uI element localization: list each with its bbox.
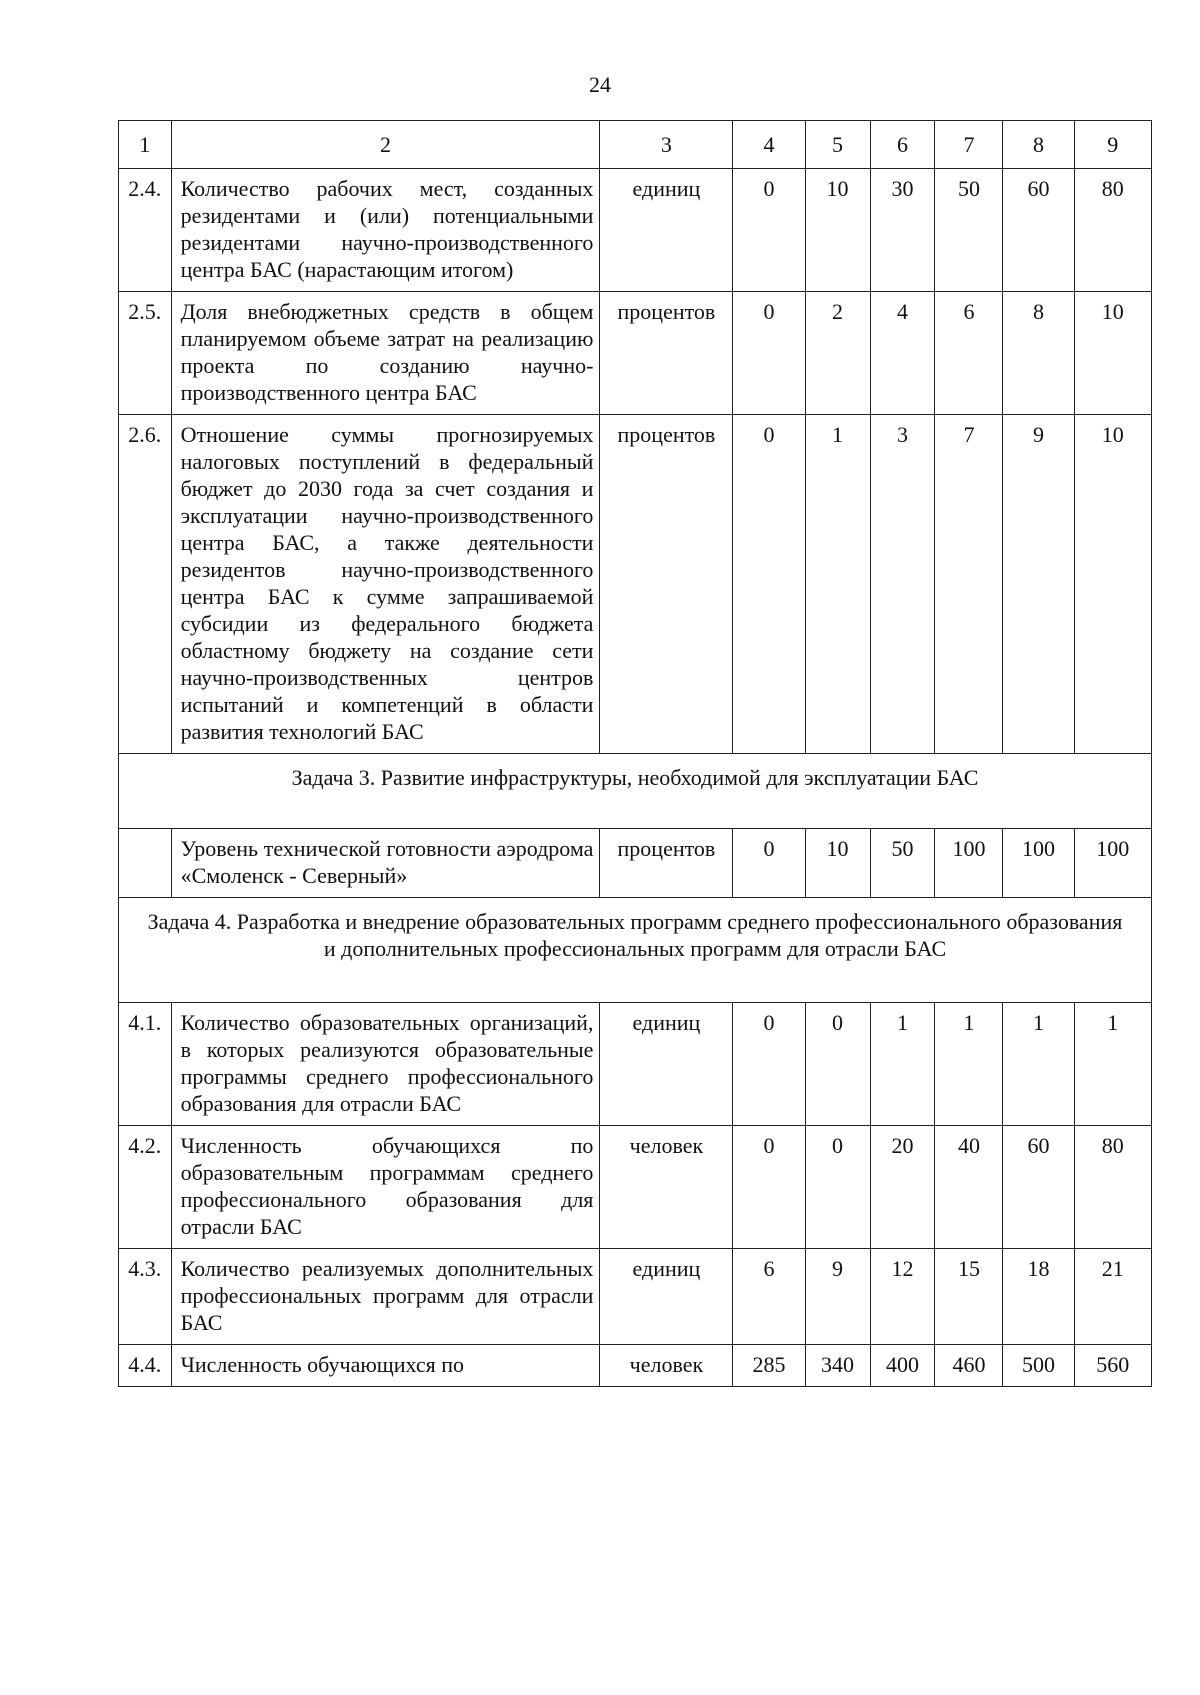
indicator-value: 500 — [1003, 1345, 1074, 1387]
page-number: 24 — [589, 72, 611, 97]
indicator-row — [119, 1126, 1152, 1249]
indicator-row — [119, 1249, 1152, 1345]
indicator-value: 1 — [870, 1003, 935, 1126]
indicator-value: 100 — [1074, 829, 1151, 898]
indicator-value: 0 — [733, 169, 805, 292]
indicator-value: 0 — [733, 829, 805, 898]
indicator-value: 80 — [1074, 169, 1151, 292]
indicator-row — [119, 292, 1152, 415]
indicators-table — [118, 120, 1152, 1387]
indicator-value: 9 — [805, 1249, 870, 1345]
indicator-value: 10 — [1074, 292, 1151, 415]
indicator-value: 3 — [870, 415, 935, 754]
indicator-value: 400 — [870, 1345, 935, 1387]
indicator-name: Количество образовательных организаций, в которых реализуются образовательные программы среднего профессионального образования для отрасли БАС — [171, 1003, 600, 1126]
indicator-row — [119, 169, 1152, 292]
indicator-value: 0 — [733, 1126, 805, 1249]
indicator-value: 0 — [733, 1003, 805, 1126]
header-cell: 6 — [870, 121, 935, 169]
indicator-value: 50 — [870, 829, 935, 898]
indicator-name: Количество рабочих мест, созданных резидентами и (или) потенциальными резидентами научно-производственного центра БАС (нарастающим итогом) — [171, 169, 600, 292]
indicator-value: 7 — [935, 415, 1003, 754]
indicator-name: Доля внебюджетных средств в общем планируемом объеме затрат на реализацию проекта по созданию научно-производственного центра БАС — [171, 292, 600, 415]
indicator-row — [119, 829, 1152, 898]
task-heading: Задача 3. Развитие инфраструктуры, необходимой для эксплуатации БАС — [119, 754, 1152, 829]
indicator-value: 6 — [935, 292, 1003, 415]
indicator-value: 50 — [935, 169, 1003, 292]
indicator-value: 60 — [1003, 1126, 1074, 1249]
table-body — [119, 121, 1152, 1387]
task-row — [119, 898, 1152, 1003]
header-cell: 3 — [600, 121, 733, 169]
header-row — [119, 121, 1152, 169]
task-row — [119, 754, 1152, 829]
indicator-value: 285 — [733, 1345, 805, 1387]
indicator-value: 10 — [1074, 415, 1151, 754]
indicator-value: 560 — [1074, 1345, 1151, 1387]
header-cell: 1 — [119, 121, 172, 169]
indicator-value: 40 — [935, 1126, 1003, 1249]
indicator-unit: единиц — [600, 1249, 733, 1345]
indicator-value: 10 — [805, 169, 870, 292]
indicator-value: 1 — [805, 415, 870, 754]
indicator-value: 1 — [935, 1003, 1003, 1126]
indicator-value: 0 — [733, 415, 805, 754]
indicator-number: 4.4. — [119, 1345, 172, 1387]
indicator-row — [119, 1003, 1152, 1126]
indicator-value: 0 — [733, 292, 805, 415]
indicator-unit: процентов — [600, 829, 733, 898]
indicator-value: 460 — [935, 1345, 1003, 1387]
indicator-value: 6 — [733, 1249, 805, 1345]
indicator-number — [119, 829, 172, 898]
indicator-value: 9 — [1003, 415, 1074, 754]
indicator-unit: человек — [600, 1345, 733, 1387]
indicator-value: 0 — [805, 1126, 870, 1249]
header-cell: 4 — [733, 121, 805, 169]
indicator-number: 2.4. — [119, 169, 172, 292]
header-cell: 7 — [935, 121, 1003, 169]
header-cell: 8 — [1003, 121, 1074, 169]
indicator-name: Отношение суммы прогнозируемых налоговых поступлений в федеральный бюджет до 2030 года за счет создания и эксплуатации научно-производственного центра БАС, а также деятельности резидентов научно-производственного центра БАС к сумме запрашиваемой субсидии из федерального бюджета областному бюджету на создание сети научно-производственных центров испытаний и компетенций в области развития технологий БАС — [171, 415, 600, 754]
indicator-value: 0 — [805, 1003, 870, 1126]
indicator-value: 100 — [1003, 829, 1074, 898]
indicator-row — [119, 415, 1152, 754]
indicator-value: 12 — [870, 1249, 935, 1345]
indicator-name: Уровень технической готовности аэродрома «Смоленск - Северный» — [171, 829, 600, 898]
indicator-unit: единиц — [600, 1003, 733, 1126]
indicator-value: 18 — [1003, 1249, 1074, 1345]
indicator-number: 4.2. — [119, 1126, 172, 1249]
indicator-value: 340 — [805, 1345, 870, 1387]
indicator-number: 2.6. — [119, 415, 172, 754]
indicator-number: 4.1. — [119, 1003, 172, 1126]
indicator-value: 30 — [870, 169, 935, 292]
indicator-value: 21 — [1074, 1249, 1151, 1345]
indicator-value: 60 — [1003, 169, 1074, 292]
indicator-value: 1 — [1074, 1003, 1151, 1126]
indicator-name: Численность обучающихся по образовательным программам среднего профессионального образования для отрасли БАС — [171, 1126, 600, 1249]
indicator-number: 4.3. — [119, 1249, 172, 1345]
header-cell: 9 — [1074, 121, 1151, 169]
task-heading: Задача 4. Разработка и внедрение образовательных программ среднего профессионального образования и дополнительных профессиональных программ для отрасли БАС — [119, 898, 1152, 1003]
indicator-value: 100 — [935, 829, 1003, 898]
indicator-value: 1 — [1003, 1003, 1074, 1126]
indicator-value: 4 — [870, 292, 935, 415]
indicator-row — [119, 1345, 1152, 1387]
indicator-value: 2 — [805, 292, 870, 415]
indicator-value: 20 — [870, 1126, 935, 1249]
indicator-name: Количество реализуемых дополнительных профессиональных программ для отрасли БАС — [171, 1249, 600, 1345]
indicator-value: 8 — [1003, 292, 1074, 415]
indicator-unit: единиц — [600, 169, 733, 292]
header-cell: 5 — [805, 121, 870, 169]
header-cell: 2 — [171, 121, 600, 169]
indicator-unit: человек — [600, 1126, 733, 1249]
indicator-value: 15 — [935, 1249, 1003, 1345]
indicator-number: 2.5. — [119, 292, 172, 415]
indicator-unit: процентов — [600, 292, 733, 415]
indicator-name: Численность обучающихся по — [171, 1345, 600, 1387]
indicator-unit: процентов — [600, 415, 733, 754]
indicator-value: 80 — [1074, 1126, 1151, 1249]
indicator-value: 10 — [805, 829, 870, 898]
